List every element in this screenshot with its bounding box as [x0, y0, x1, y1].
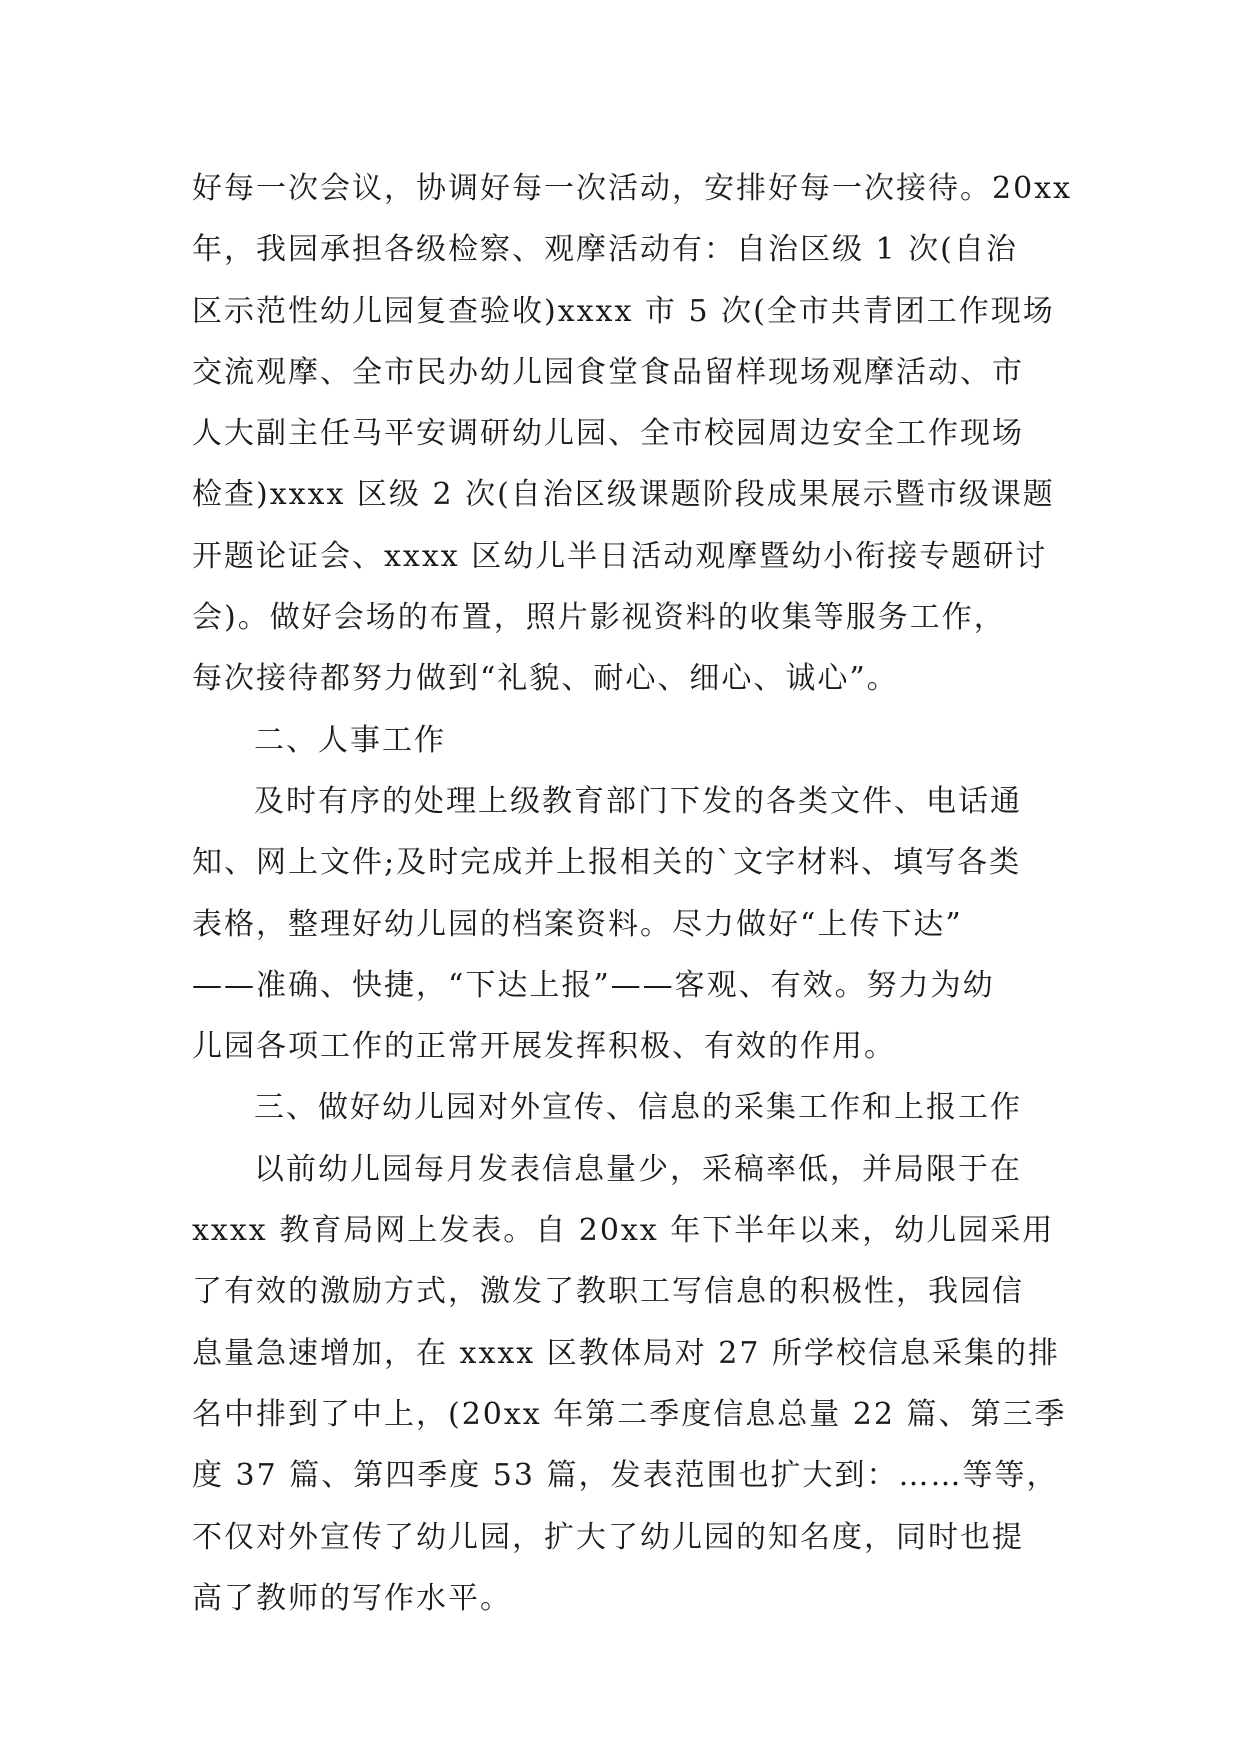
text-line: ——准确、快捷，“下达上报”——客观、有效。努力为幼 — [192, 967, 995, 1003]
paragraph-publicity — [192, 1139, 1067, 1629]
paragraph-meetings — [192, 158, 1073, 710]
text-line: 检查)xxxx 区级 2 次(自治区级课题阶段成果展示暨市级课题 — [192, 477, 1055, 513]
text-line: 息量急速增加，在 xxxx 区教体局对 27 所学校信息采集的排 — [192, 1335, 1060, 1371]
text-line: 表格，整理好幼儿园的档案资料。尽力做好“上传下达” — [192, 906, 963, 942]
text-line: 知、网上文件;及时完成并上报相关的`文字材料、填写各类 — [192, 845, 1022, 881]
section-heading-publicity — [192, 1077, 1052, 1138]
text-line: xxxx 教育局网上发表。自 20xx 年下半年以来，幼儿园采用 — [192, 1213, 1055, 1249]
text-line: 不仅对外宣传了幼儿园，扩大了幼儿园的知名度，同时也提 — [192, 1519, 1024, 1555]
text-line: 每次接待都努力做到“礼貌、耐心、细心、诚心”。 — [192, 661, 899, 697]
text-line: 区示范性幼儿园复查验收)xxxx 市 5 次(全市共青团工作现场 — [192, 293, 1055, 329]
text-line: 人大副主任马平安调研幼儿园、全市校园周边安全工作现场 — [192, 416, 1024, 452]
text-line: 年，我园承担各级检察、观摩活动有：自治区级 1 次(自治 — [192, 232, 1018, 268]
text-line: 了有效的激励方式，激发了教职工写信息的积极性，我园信 — [192, 1274, 1024, 1310]
text-line: 会)。做好会场的布置，照片影视资料的收集等服务工作， — [192, 600, 1006, 636]
document-body — [192, 158, 1073, 1629]
heading-text: 三、做好幼儿园对外宣传、信息的采集工作和上报工作 — [254, 1090, 1022, 1126]
text-line: 交流观摩、全市民办幼儿园食堂食品留样现场观摩活动、市 — [192, 354, 1024, 390]
heading-text: 二、人事工作 — [254, 722, 446, 758]
text-line: 度 37 篇、第四季度 53 篇，发表范围也扩大到：……等等， — [192, 1458, 1059, 1494]
paragraph-personnel — [192, 771, 1052, 1077]
text-line: 儿园各项工作的正常开展发挥积极、有效的作用。 — [192, 1029, 896, 1065]
text-line: 好每一次会议，协调好每一次活动，安排好每一次接待。20xx — [192, 171, 1073, 206]
section-heading-personnel — [192, 710, 1052, 771]
text-line: 及时有序的处理上级教育部门下发的各类文件、电话通 — [254, 783, 1022, 819]
text-line: 开题论证会、xxxx 区幼儿半日活动观摩暨幼小衔接专题研讨 — [192, 538, 1048, 574]
text-line: 高了教师的写作水平。 — [192, 1580, 512, 1616]
text-line: 名中排到了中上，(20xx 年第二季度信息总量 22 篇、第三季 — [192, 1396, 1067, 1432]
text-line: 以前幼儿园每月发表信息量少，采稿率低，并局限于在 — [254, 1151, 1022, 1187]
